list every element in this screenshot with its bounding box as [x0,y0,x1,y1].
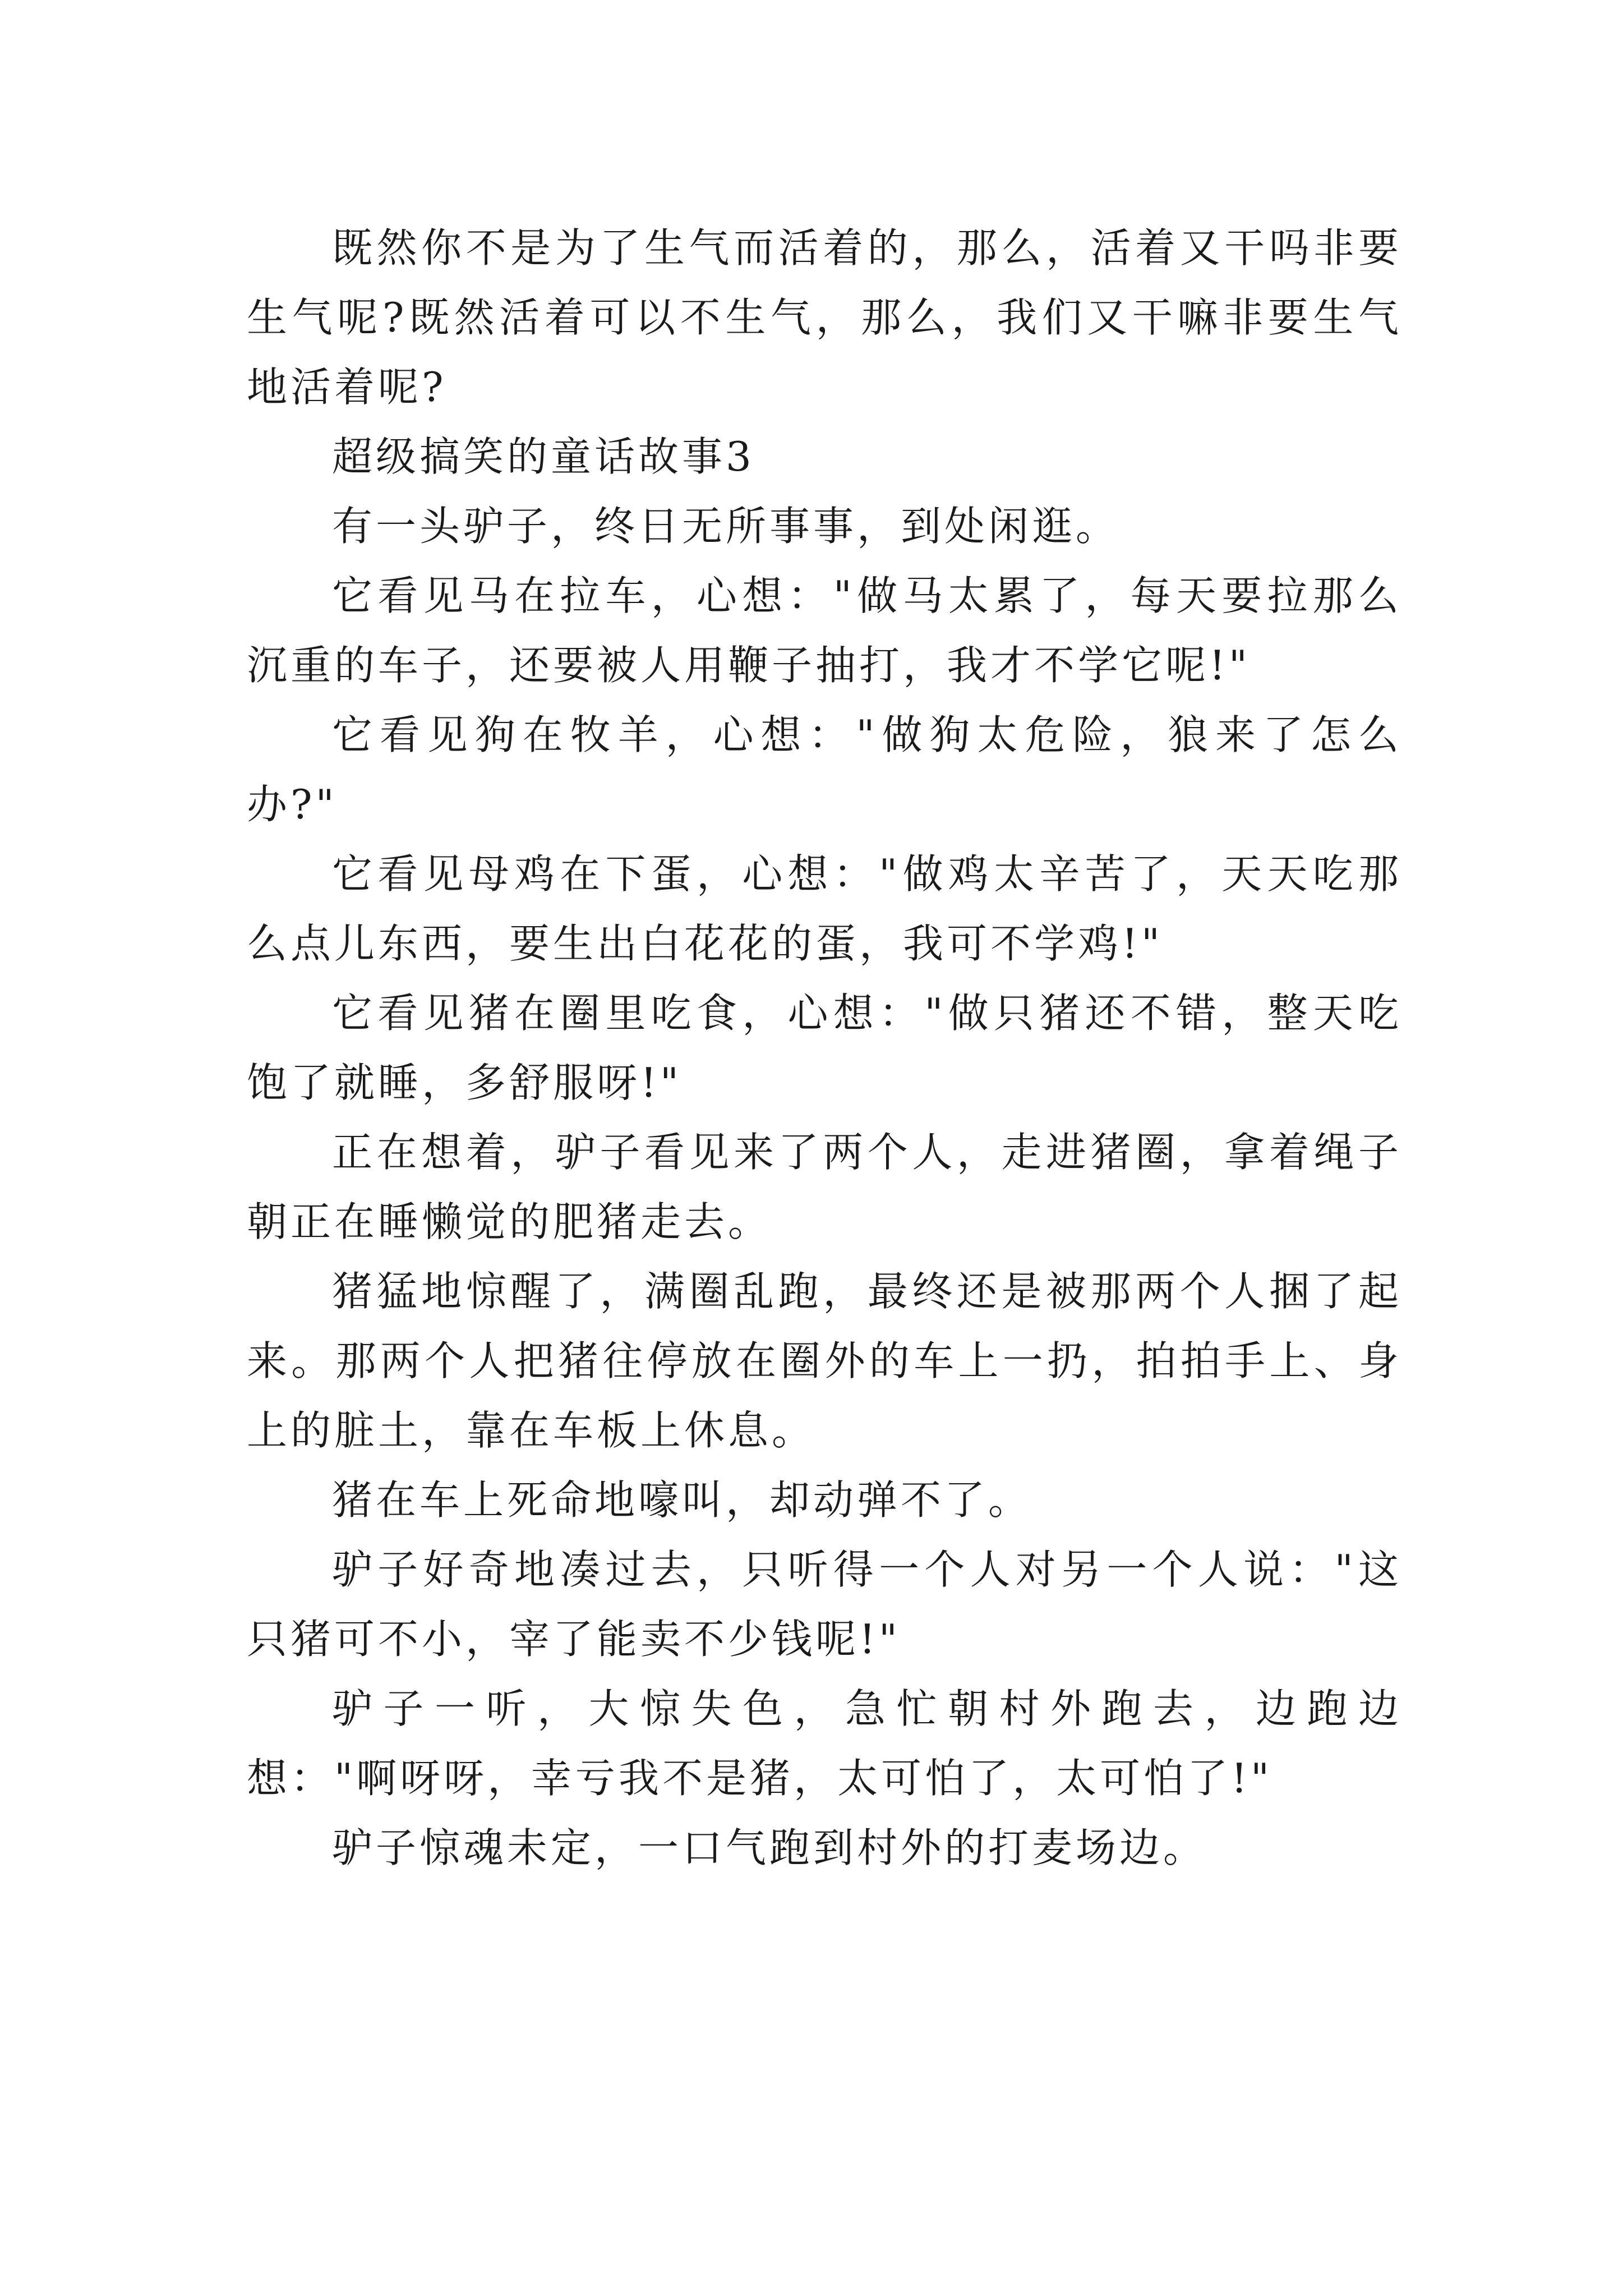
paragraph: 它看见马在拉车，心想："做马太累了，每天要拉那么沉重的车子，还要被人用鞭子抽打，我才不学它呢!" [247,572,1402,689]
paragraph: 正在想着，驴子看见来了两个人，走进猪圈，拿着绳子朝正在睡懒觉的肥猪走去。 [247,1129,1402,1245]
paragraph: 驴子惊魂未定，一口气跑到村外的打麦场边。 [332,1824,1207,1871]
paragraph: 猪猛地惊醒了，满圈乱跑，最终还是被那两个人捆了起来。那两个人把猪往停放在圈外的车上一扔，拍拍手上、身上的脏土，靠在车板上休息。 [247,1268,1402,1454]
paragraph: 有一头驴子，终日无所事事，到处闲逛。 [332,503,1120,550]
paragraph: 驴子好奇地凑过去，只听得一个人对另一个人说："这只猪可不小，宰了能卖不少钱呢!" [247,1546,1402,1663]
document-body [247,213,1402,1883]
paragraph: 它看见猪在圈里吃食，心想："做只猪还不错，整天吃饱了就睡，多舒服呀!" [247,990,1402,1106]
paragraph: 它看见狗在牧羊，心想："做狗太危险，狼来了怎么办?" [247,711,1402,828]
paragraph: 猪在车上死命地嚎叫，却动弹不了。 [332,1476,1032,1524]
paragraph: 它看见母鸡在下蛋，心想："做鸡太辛苦了，天天吃那么点儿东西，要生出白花花的蛋，我可不学鸡!" [247,850,1402,967]
paragraph: 既然你不是为了生气而活着的，那么，活着又干吗非要生气呢?既然活着可以不生气，那么，我们又干嘛非要生气地活着呢? [247,224,1402,411]
story-title: 超级搞笑的童话故事3 [332,433,755,480]
paragraph: 驴子一听，大惊失色，急忙朝村外跑去，边跑边想："啊呀呀，幸亏我不是猪，太可怕了，太可怕了!" [247,1685,1402,1802]
